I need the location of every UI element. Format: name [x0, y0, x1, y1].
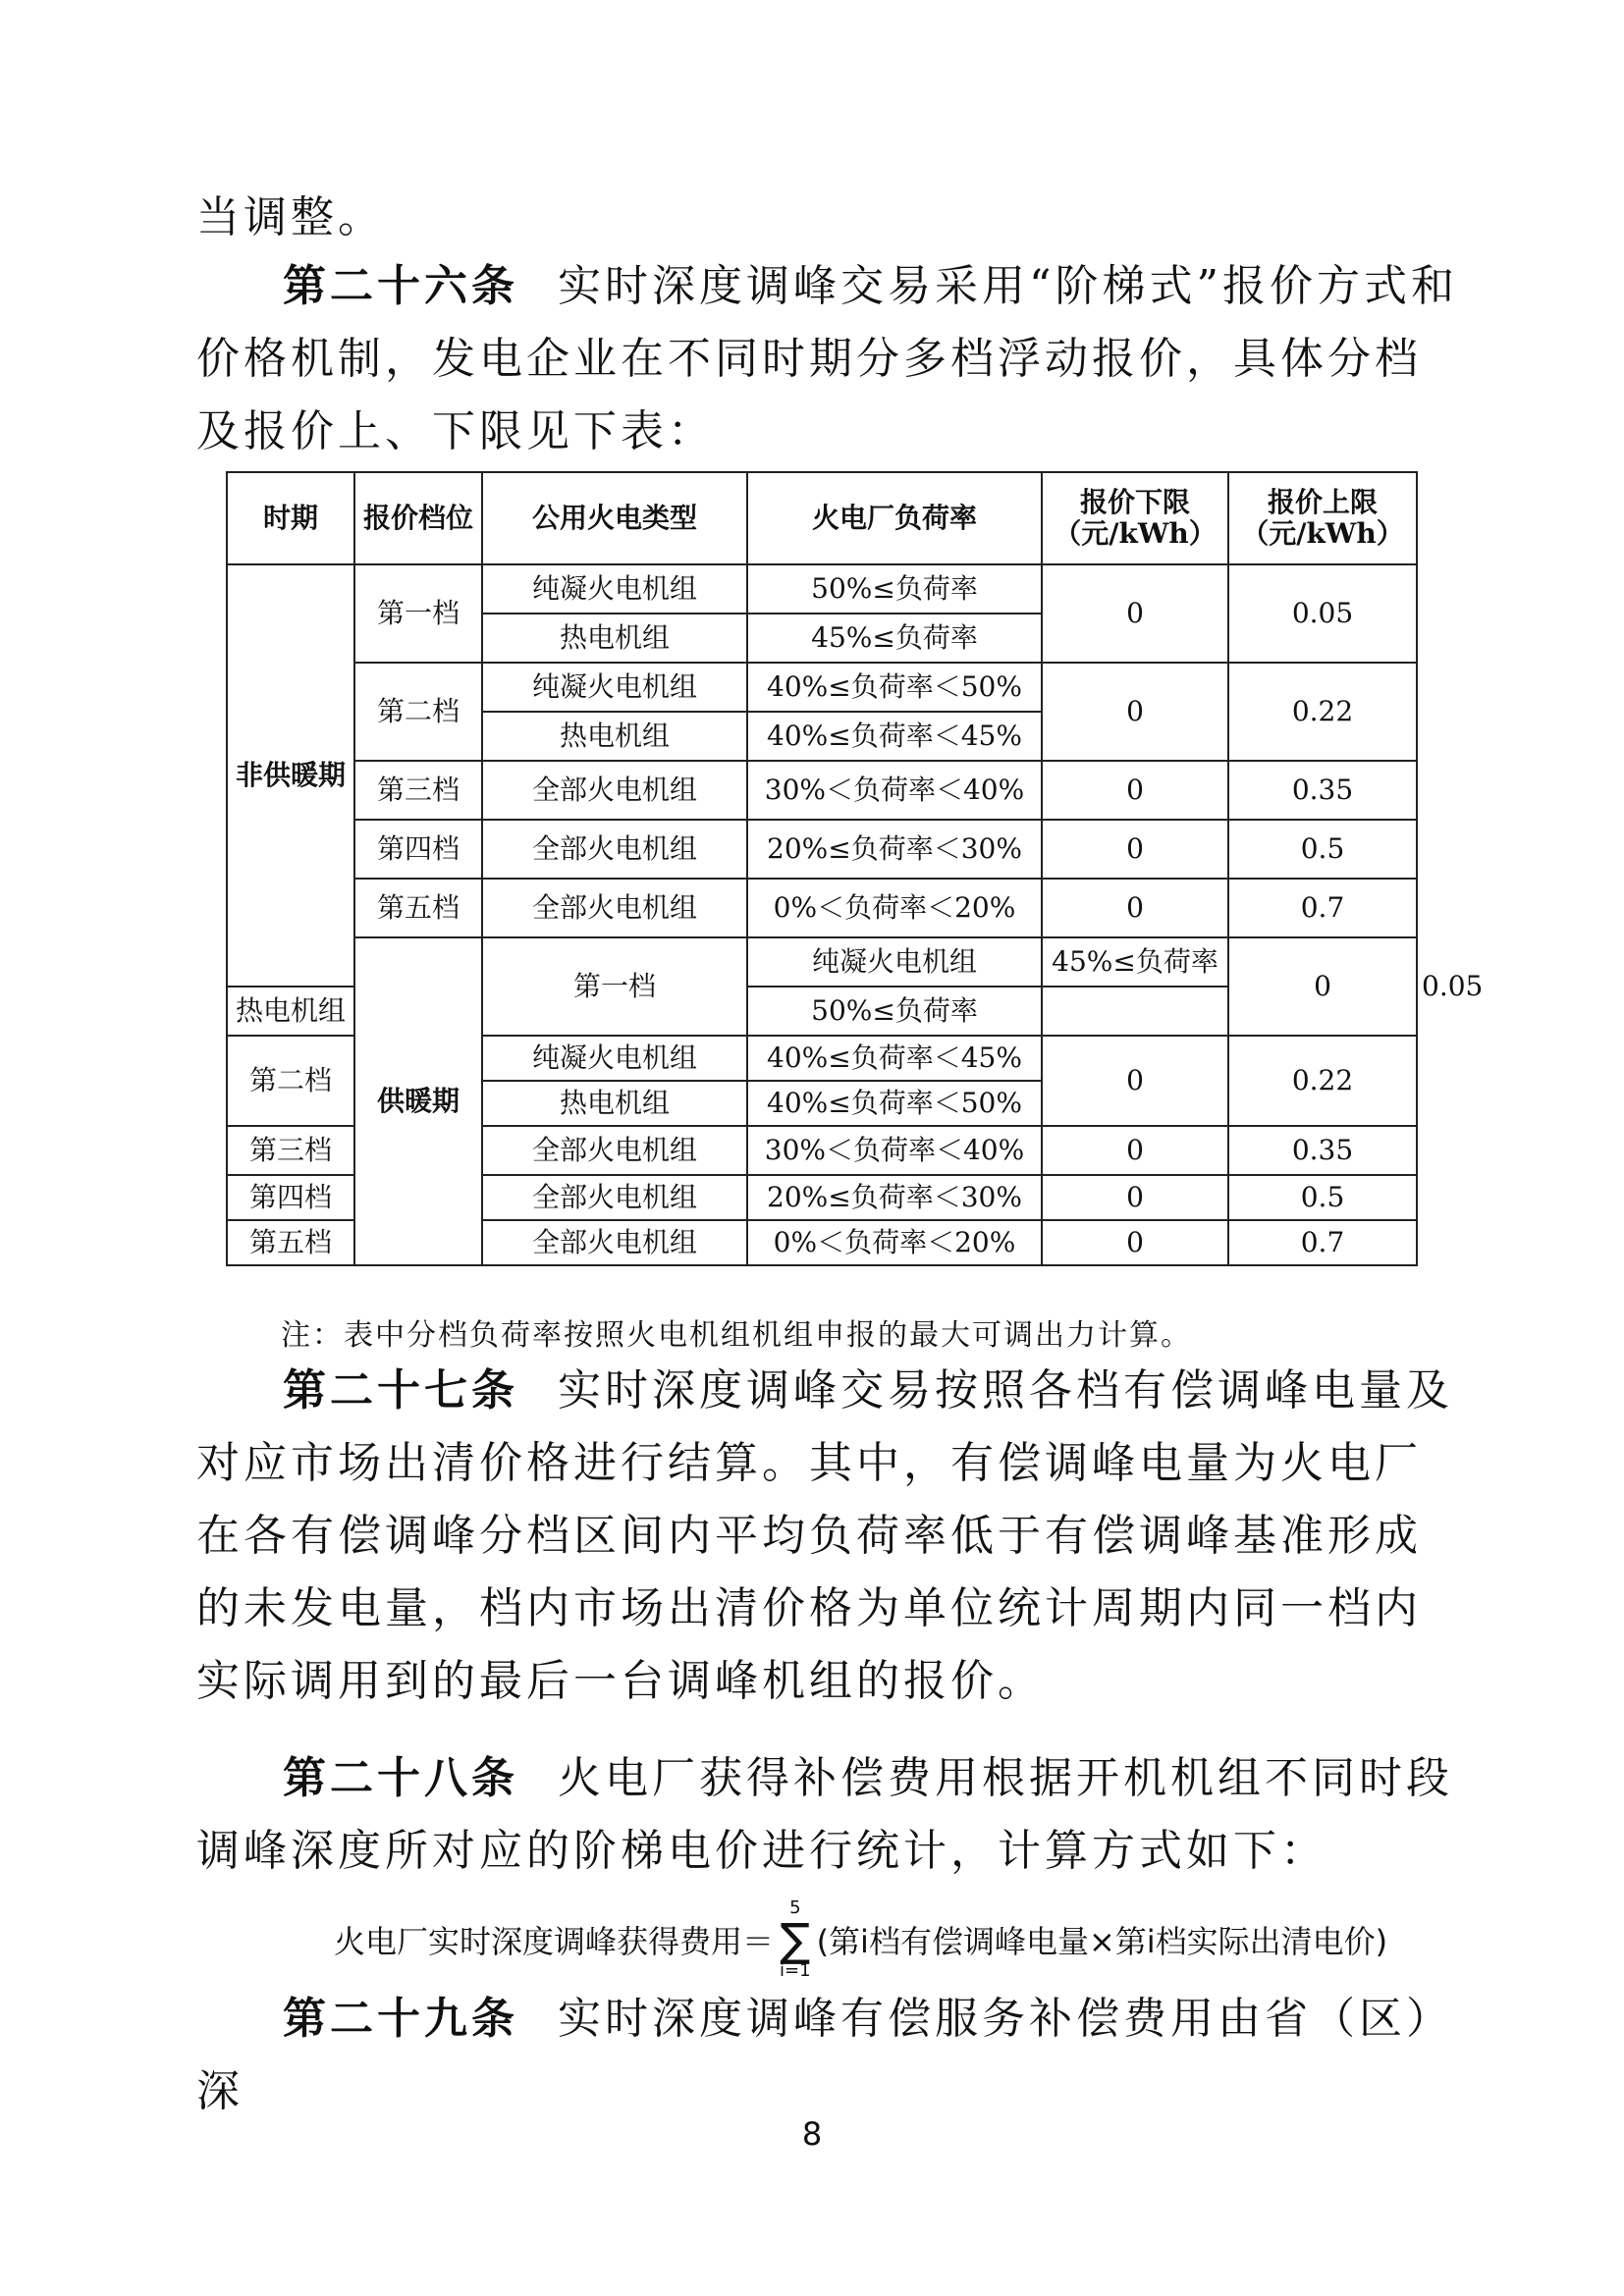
header-type: 公用火电类型 — [482, 472, 747, 564]
article-27-text: 实时深度调峰交易按照各档有偿调峰电量及对应市场出清价格进行结算。其中，有偿调峰电量为火电厂在各有偿调峰分档区间内平均负荷率低于有偿调峰基准形成的未发电量，档内市场出清价格为单位统计周期内同一档内实际调用到的最后一台调峰机组的报价。 — [196, 1365, 1453, 1706]
table-row — [227, 761, 1417, 820]
type-cell: 纯凝火电机组 — [482, 564, 747, 614]
article-26-text: 实时深度调峰交易采用“阶梯式”报价方式和价格机制，发电企业在不同时期分多档浮动报价，具体分档及报价上、下限见下表： — [196, 261, 1458, 456]
type-cell: 全部火电机组 — [482, 879, 747, 937]
load-cell: 40%≤负荷率＜50% — [747, 663, 1042, 712]
table-row — [227, 820, 1417, 879]
load-cell: 40%≤负荷率＜50% — [747, 1081, 1042, 1126]
tier-cell: 第五档 — [354, 879, 482, 937]
type-cell: 热电机组 — [482, 614, 747, 663]
load-cell: 30%＜负荷率＜40% — [747, 761, 1042, 820]
upper-cell: 0.05 — [1228, 564, 1417, 663]
lower-cell: 0 — [1042, 1126, 1228, 1175]
article-27 — [196, 1355, 1463, 1718]
formula-lhs: 火电厂实时深度调峰获得费用＝ — [334, 1923, 775, 1960]
summation — [780, 1899, 811, 1980]
type-cell: 全部火电机组 — [482, 1220, 747, 1265]
tier-cell: 第一档 — [354, 564, 482, 663]
upper-cell: 0.22 — [1228, 1036, 1417, 1126]
type-cell: 纯凝火电机组 — [482, 1036, 747, 1081]
upper-cell: 0.5 — [1228, 820, 1417, 879]
lower-cell: 0 — [1042, 1175, 1228, 1220]
table-header-row — [227, 472, 1417, 564]
load-cell: 50%≤负荷率 — [747, 564, 1042, 614]
article-28-text: 火电厂获得补偿费用根据开机机组不同时段调峰深度所对应的阶梯电价进行统计，计算方式如下： — [196, 1753, 1453, 1876]
article-26 — [196, 250, 1463, 468]
load-cell: 30%＜负荷率＜40% — [747, 1126, 1042, 1175]
table-note: 注：表中分档负荷率按照火电机组机组申报的最大可调出力计算。 — [281, 1318, 1192, 1353]
load-cell: 20%≤负荷率＜30% — [747, 820, 1042, 879]
upper-cell: 0.35 — [1228, 761, 1417, 820]
article-29-label: 第二十九条 — [283, 1994, 518, 2044]
type-cell: 全部火电机组 — [482, 761, 747, 820]
tier-cell: 第三档 — [227, 1126, 354, 1175]
article-26-label: 第二十六条 — [283, 261, 518, 311]
load-cell: 0%＜负荷率＜20% — [747, 1220, 1042, 1265]
tier-cell: 第二档 — [354, 663, 482, 761]
article-27-label: 第二十七条 — [283, 1365, 518, 1415]
upper-cell: 0.7 — [1228, 1220, 1417, 1265]
page-number: 8 — [801, 2115, 823, 2153]
lower-cell: 0 — [1042, 761, 1228, 820]
load-cell: 40%≤负荷率＜45% — [747, 1036, 1042, 1081]
article-29-text: 实时深度调峰有偿服务补偿费用由省（区）深 — [196, 1994, 1453, 2116]
upper-cell: 0.7 — [1228, 879, 1417, 937]
table-row — [227, 663, 1417, 712]
lower-cell: 0 — [1042, 1036, 1228, 1126]
lower-cell: 0 — [1042, 879, 1228, 937]
type-cell: 纯凝火电机组 — [482, 663, 747, 712]
upper-cell: 0.35 — [1228, 1126, 1417, 1175]
lower-cell: 0 — [1042, 1220, 1228, 1265]
header-lower: 报价下限（元/kWh） — [1042, 472, 1228, 564]
type-cell: 全部火电机组 — [482, 1175, 747, 1220]
load-cell: 40%≤负荷率＜45% — [747, 712, 1042, 761]
cost-formula — [334, 1899, 1387, 1980]
article-28 — [196, 1742, 1463, 1888]
tier-cell: 第四档 — [227, 1175, 354, 1220]
upper-cell: 0.5 — [1228, 1175, 1417, 1220]
header-upper: 报价上限（元/kWh） — [1228, 472, 1417, 564]
tier-cell: 第四档 — [354, 820, 482, 879]
load-cell: 0%＜负荷率＜20% — [747, 879, 1042, 937]
load-cell: 45%≤负荷率 — [747, 614, 1042, 663]
tier-cell: 第三档 — [354, 761, 482, 820]
table-row — [227, 879, 1417, 937]
sigma-symbol: ∑ — [780, 1913, 811, 1966]
price-tier-table — [226, 471, 1484, 1266]
lower-cell: 0 — [1042, 820, 1228, 879]
header-load: 火电厂负荷率 — [747, 472, 1042, 564]
paragraph-continued: 当调整。 — [196, 192, 385, 242]
tier-cell: 第二档 — [227, 1036, 354, 1126]
type-cell: 全部火电机组 — [482, 820, 747, 879]
table-row — [227, 564, 1417, 614]
header-period: 时期 — [227, 472, 354, 564]
load-cell: 45%≤负荷率 — [1042, 937, 1228, 987]
load-cell: 50%≤负荷率 — [747, 987, 1042, 1036]
type-cell: 热电机组 — [482, 1081, 747, 1126]
article-28-label: 第二十八条 — [283, 1753, 518, 1803]
article-29 — [196, 1983, 1463, 2128]
sum-upper-bound: 5 — [789, 1897, 801, 1918]
header-tier: 报价档位 — [354, 472, 482, 564]
period-cell: 非供暖期 — [227, 564, 354, 987]
table-row: 供暖期 第一档 纯凝火电机组 45%≤负荷率 0 0.05 — [227, 937, 1417, 987]
type-cell: 纯凝火电机组 — [747, 937, 1042, 987]
load-cell: 20%≤负荷率＜30% — [747, 1175, 1042, 1220]
sum-lower-bound: i=1 — [780, 1960, 811, 1981]
type-cell: 全部火电机组 — [482, 1126, 747, 1175]
lower-cell: 0 — [1228, 937, 1417, 1036]
type-cell: 热电机组 — [227, 987, 354, 1036]
lower-cell: 0 — [1042, 663, 1228, 761]
lower-cell: 0 — [1042, 564, 1228, 663]
period-cell: 供暖期 — [354, 937, 482, 1265]
upper-cell: 0.22 — [1228, 663, 1417, 761]
type-cell: 热电机组 — [482, 712, 747, 761]
tier-cell: 第五档 — [227, 1220, 354, 1265]
formula-rhs: (第i档有偿调峰电量×第i档实际出清电价) — [816, 1923, 1388, 1960]
tier-cell: 第一档 — [482, 937, 747, 1036]
